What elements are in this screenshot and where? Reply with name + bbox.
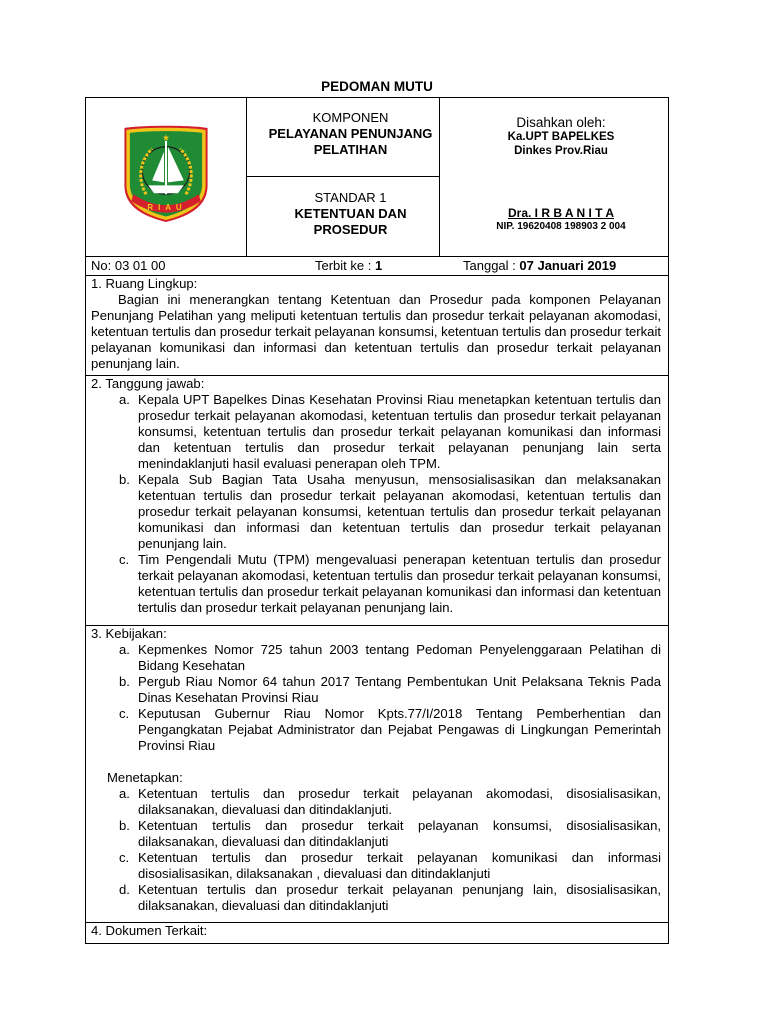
component-name-line1: PELAYANAN PENUNJANG [268,126,433,141]
section-heading: 2. Tanggung jawab: [91,376,205,391]
list-marker: b. [119,472,130,487]
signer-name-text: Dra. I R B A N I T A [507,206,614,220]
list-item [91,706,661,754]
list-item [91,818,661,850]
list-item [91,472,661,552]
section-related-documents [86,922,668,943]
logo-cell [86,98,247,256]
list-text: Ketentuan tertulis dan prosedur terkait pelayanan konsumsi, disosialisasikan, dilaksanakan, dievaluasi dan ditindaklanjuti [138,818,661,849]
list-marker: c. [119,706,130,721]
date-label: Tanggal : [463,258,516,273]
standard-label: STANDAR 1 [314,190,387,205]
standard-name-line2: PROSEDUR [313,222,388,237]
logo-boat-hull [148,185,184,193]
list-item [91,642,661,674]
document-header [86,98,668,256]
signer-nip: NIP. 19620408 198903 2 004 [496,221,626,232]
approval-cell [440,98,668,256]
authority-line2: Dinkes Prov.Riau [514,144,608,157]
authority-line1: Ka.UPT BAPELKES [507,131,615,143]
list-marker: a. [119,642,130,657]
list-text: Ketentuan tertulis dan prosedur terkait pelayanan komunikasi dan informasi disosialisasikan, dilaksanakan , dievaluasi dan ditindaklanjuti [138,850,661,881]
riau-logo [122,125,210,222]
section-heading: 4. Dokumen Terkait: [91,923,208,938]
list-text: Tim Pengendali Mutu (TPM) mengevaluasi penerapan ketentuan tertulis dan prosedur terkait pelayanan akomodasi, ketentuan tertulis dan prosedur terkait pelayanan konsumsi, ketentuan tertulis dan prosedur terkait pelayanan komunikasi dan informasi dan ketentuan tertulis dan prosedur terkait pelayanan penunjang lain. [138,552,661,615]
logo-text: RIAU [147,203,187,213]
document-title: PEDOMAN MUTU [321,79,433,94]
section-heading: 1. Ruang Lingkup: [91,276,198,291]
standard-block [247,177,439,256]
issue-label: Terbit ke : [315,258,372,273]
signer-name [454,206,668,220]
component-label: KOMPONEN [312,110,389,125]
list-marker: c. [119,850,130,865]
quality-manual-table [85,97,669,944]
list-text: Keputusan Gubernur Riau Nomor Kpts.77/I/2018 Tentang Pemberhentian dan Pengangkatan Pejabat Administrator dan Pejabat Pengawas di Lingkungan Pemerintah Provinsi Riau [138,706,661,753]
document-number: No: 03 01 00 [91,258,166,273]
list-marker: b. [119,818,130,833]
document-info-row [86,256,668,275]
date-value: 07 Januari 2019 [519,258,617,273]
approving-authority [454,131,668,158]
list-marker: a. [119,786,130,801]
determination-label: Menetapkan: [107,770,183,785]
section-heading: 3. Kebijakan: [91,626,167,641]
list-item [91,882,661,914]
list-text: Kepala Sub Bagian Tata Usaha menyusun, mensosialisasikan dan melaksanakan ketentuan tertulis dan prosedur terkait pelayanan akomodasi, ketentuan tertulis dan prosedur terkait pelayanan konsumsi, ketentuan tertulis dan prosedur terkait pelayanan komunikasi dan informasi dan ketentuan tertulis dan prosedur terkait pelayanan penunjang lain. [138,472,661,551]
list-item [91,674,661,706]
issue-value: 1 [374,258,383,273]
section-paragraph: Bagian ini menerangkan tentang Ketentuan dan Prosedur pada komponen Pelayanan Penunjang Pelatihan yang meliputi ketentuan tertulis dan prosedur terkait pelayanan akomodasi, ketentuan tertulis dan prosedur terkait pelayanan konsumsi, ketentuan tertulis dan prosedur terkait pelayanan komunikasi dan informasi dan ketentuan tertulis dan prosedur terkait pelayanan penunjang lain. [91,292,661,371]
issue-number [315,257,382,275]
list-marker: d. [119,882,130,897]
list-marker: a. [119,392,130,407]
standard-name-line1: KETENTUAN DAN [294,206,407,221]
component-name-line2: PELATIHAN [313,142,388,157]
issue-date [463,257,616,275]
section-responsibility [86,375,668,625]
list-marker: c. [119,552,130,567]
section-policy [86,625,668,922]
list-text: Ketentuan tertulis dan prosedur terkait pelayanan akomodasi, disosialisasikan, dilaksanakan, dievaluasi dan ditindaklanjuti. [138,786,661,817]
list-text: Kepala UPT Bapelkes Dinas Kesehatan Provinsi Riau menetapkan ketentuan tertulis dan prosedur terkait pelayanan akomodasi, ketentuan tertulis dan prosedur terkait pelayanan konsumsi, ketentuan tertulis dan prosedur terkait pelayanan komunikasi dan informasi dan ketentuan tertulis dan prosedur terkait pelayanan penunjang lain serta menindaklanjuti hasil evaluasi penerapan oleh TPM. [138,392,661,471]
component-block [247,98,439,177]
list-text: Ketentuan tertulis dan prosedur terkait pelayanan penunjang lain, disosialisasikan, dilaksanakan, dievaluasi dan ditindaklanjuti [138,882,661,913]
list-text: Pergub Riau Nomor 64 tahun 2017 Tentang Pembentukan Unit Pelaksana Teknis Pada Dinas Kesehatan Provinsi Riau [138,674,661,705]
list-marker: b. [119,674,130,689]
section-scope [86,275,668,375]
list-item [91,392,661,472]
list-item [91,552,661,616]
list-item [91,850,661,882]
list-item [91,786,661,818]
list-text: Kepmenkes Nomor 725 tahun 2003 tentang Pedoman Penyelenggaraan Pelatihan di Bidang Kesehatan [138,642,661,673]
approved-by-label: Disahkan oleh: [516,115,606,130]
component-standard-cell [247,98,440,256]
